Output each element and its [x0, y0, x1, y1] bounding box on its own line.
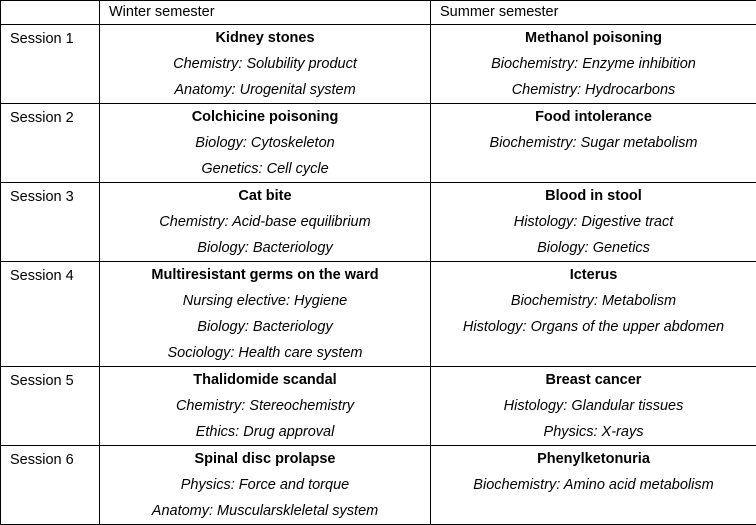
case-title: Methanol poisoning	[525, 30, 662, 46]
winter-cell	[100, 446, 431, 525]
session-row	[1, 104, 756, 183]
case-title: Cat bite	[238, 188, 292, 204]
session-label: Session 4	[1, 262, 100, 367]
case-title: Thalidomide scandal	[193, 372, 337, 388]
topic-item: Biology: Bacteriology	[197, 319, 333, 335]
summer-cell	[431, 367, 756, 446]
topic-item: Biochemistry: Sugar metabolism	[489, 135, 698, 151]
case-title: Kidney stones	[215, 30, 315, 46]
session-label: Session 5	[1, 367, 100, 446]
topic-item: Anatomy: Muscularskleletal system	[151, 503, 379, 519]
topic-item: Biology: Genetics	[537, 240, 650, 256]
session-row	[1, 262, 756, 367]
topic-item: Physics: X-rays	[543, 424, 644, 440]
case-title: Food intolerance	[535, 109, 652, 125]
topic-item: Nursing elective: Hygiene	[182, 293, 348, 309]
case-title: Spinal disc prolapse	[194, 451, 336, 467]
topic-item: Chemistry: Acid-base equilibrium	[159, 214, 371, 230]
topic-item: Ethics: Drug approval	[195, 424, 335, 440]
summer-cell	[431, 446, 756, 525]
case-title: Icterus	[569, 267, 618, 283]
topic-item: Histology: Glandular tissues	[503, 398, 684, 414]
session-label: Session 1	[1, 25, 100, 104]
topic-item: Biochemistry: Metabolism	[510, 293, 677, 309]
session-row	[1, 25, 756, 104]
winter-cell	[100, 262, 431, 367]
winter-cell	[100, 25, 431, 104]
case-title: Multiresistant germs on the ward	[151, 267, 379, 283]
session-label: Session 2	[1, 104, 100, 183]
topic-item: Biology: Bacteriology	[197, 240, 333, 256]
summer-cell	[431, 262, 756, 367]
header-row	[1, 1, 756, 25]
summer-cell	[431, 104, 756, 183]
topic-item: Biochemistry: Enzyme inhibition	[491, 56, 696, 72]
case-title: Blood in stool	[545, 188, 642, 204]
topic-item: Biochemistry: Amino acid metabolism	[473, 477, 714, 493]
case-title: Colchicine poisoning	[191, 109, 339, 125]
topic-item: Genetics: Cell cycle	[201, 161, 329, 177]
winter-cell	[100, 104, 431, 183]
topic-item: Chemistry: Stereochemistry	[175, 398, 355, 414]
topic-item: Chemistry: Solubility product	[173, 56, 357, 72]
topic-item: Biology: Cytoskeleton	[195, 135, 335, 151]
topic-item: Anatomy: Urogenital system	[174, 82, 356, 98]
summer-cell	[431, 183, 756, 262]
case-title: Breast cancer	[545, 372, 642, 388]
header-winter-semester: Winter semester	[100, 1, 431, 25]
header-summer-semester: Summer semester	[431, 1, 756, 25]
topic-item: Physics: Force and torque	[180, 477, 350, 493]
session-label: Session 3	[1, 183, 100, 262]
session-row	[1, 183, 756, 262]
session-label: Session 6	[1, 446, 100, 525]
session-row	[1, 367, 756, 446]
topic-item: Sociology: Health care system	[167, 345, 363, 361]
winter-cell	[100, 367, 431, 446]
header-empty-cell	[1, 1, 100, 25]
summer-cell	[431, 25, 756, 104]
topic-item: Histology: Organs of the upper abdomen	[462, 319, 725, 335]
topic-item: Chemistry: Hydrocarbons	[511, 82, 676, 98]
session-row	[1, 446, 756, 525]
topic-item: Histology: Digestive tract	[513, 214, 674, 230]
case-title: Phenylketonuria	[537, 451, 650, 467]
winter-cell	[100, 183, 431, 262]
